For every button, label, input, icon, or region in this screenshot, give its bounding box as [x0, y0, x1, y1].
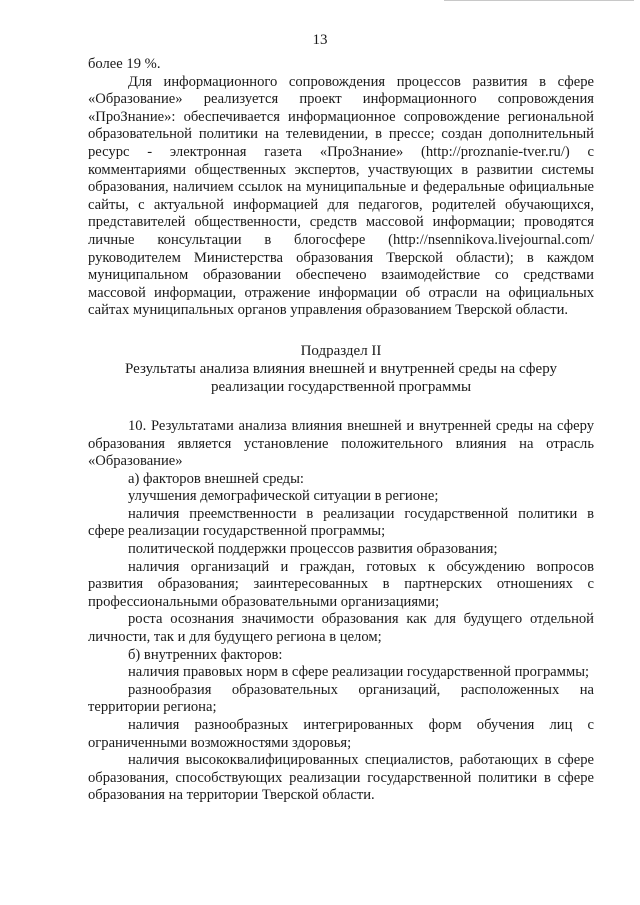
list-item: политической поддержки процессов развития образования; — [128, 541, 498, 558]
list-item: разнообразия образовательных организаций, расположенных на территории региона; — [88, 681, 594, 716]
list-heading-internal: б) внутренних факторов: — [128, 646, 283, 663]
list-item: наличия преемственности в реализации государственной политики в сфере реализации государственной программы; — [88, 505, 594, 540]
subsection-title-line-2: реализации государственной программы — [210, 378, 472, 395]
list-item: роста осознания значимости образования как для будущего отдельной личности, так и для будущего региона в целом; — [88, 611, 594, 646]
paragraph-item-10: 10. Результатами анализа влияния внешней и внутренней среды на сферу образования является установление положительного влияния на отрасль «Образование» — [88, 417, 594, 470]
paragraph-continuation: более 19 %. — [88, 56, 161, 72]
spacer — [88, 396, 594, 418]
list-item: наличия организаций и граждан, готовых к обсуждению вопросов развития образования; заинтересованных в партнерских отношениях с профессиональными образовательными организациями; — [88, 558, 594, 610]
list-item: наличия высококвалифицированных специалистов, работающих в сфере образования, способствующих реализации государственной политики в сфере образования на территории Тверской области. — [88, 752, 594, 804]
list-item: улучшения демографической ситуации в регионе; — [128, 488, 439, 505]
scan-edge-line — [444, 0, 634, 2]
list-item: наличия правовых норм в сфере реализации государственной программы; — [128, 664, 590, 681]
page-number: 13 — [312, 32, 328, 48]
subsection-title-line-1: Результаты анализа влияния внешней и внутренней среды на сферу — [125, 360, 557, 377]
list-heading-external: а) факторов внешней среды: — [128, 470, 304, 487]
spacer — [88, 320, 594, 342]
document-body — [88, 56, 594, 805]
paragraph-info-support: Для информационного сопровождения процессов развития в сфере «Образование» реализуется проект информационного сопровождения «ПроЗнание»: обеспечивается информационное сопровождение региональной образовательной политики на телевидении, в прессе; создан дополнительный ресурс - электронная газета «ПроЗнание» (http://proznanie-tver.ru/) с комментариями общественных экспертов, участвующих в развитии системы образования, наличием ссылок на муниципальные и федеральные официальные сайты, с актуальной информацией для педагогов, родителей обучающихся, представителей общественности, средств массовой информации; проводятся личные консультации в блогосфере (http://nsennikova.livejournal.com/ руководителем Министерства образования Тверской области); в каждом муниципальном образовании обеспечено взаимодействие со средствами массовой информации, отражение информации об отрасли на официальных сайтах муниципальных органов управления образованием Тверской области. — [88, 73, 594, 319]
subsection-label: Подраздел II — [300, 342, 382, 359]
list-item: наличия разнообразных интегрированных форм обучения лиц с ограниченными возможностями здоровья; — [88, 717, 594, 751]
